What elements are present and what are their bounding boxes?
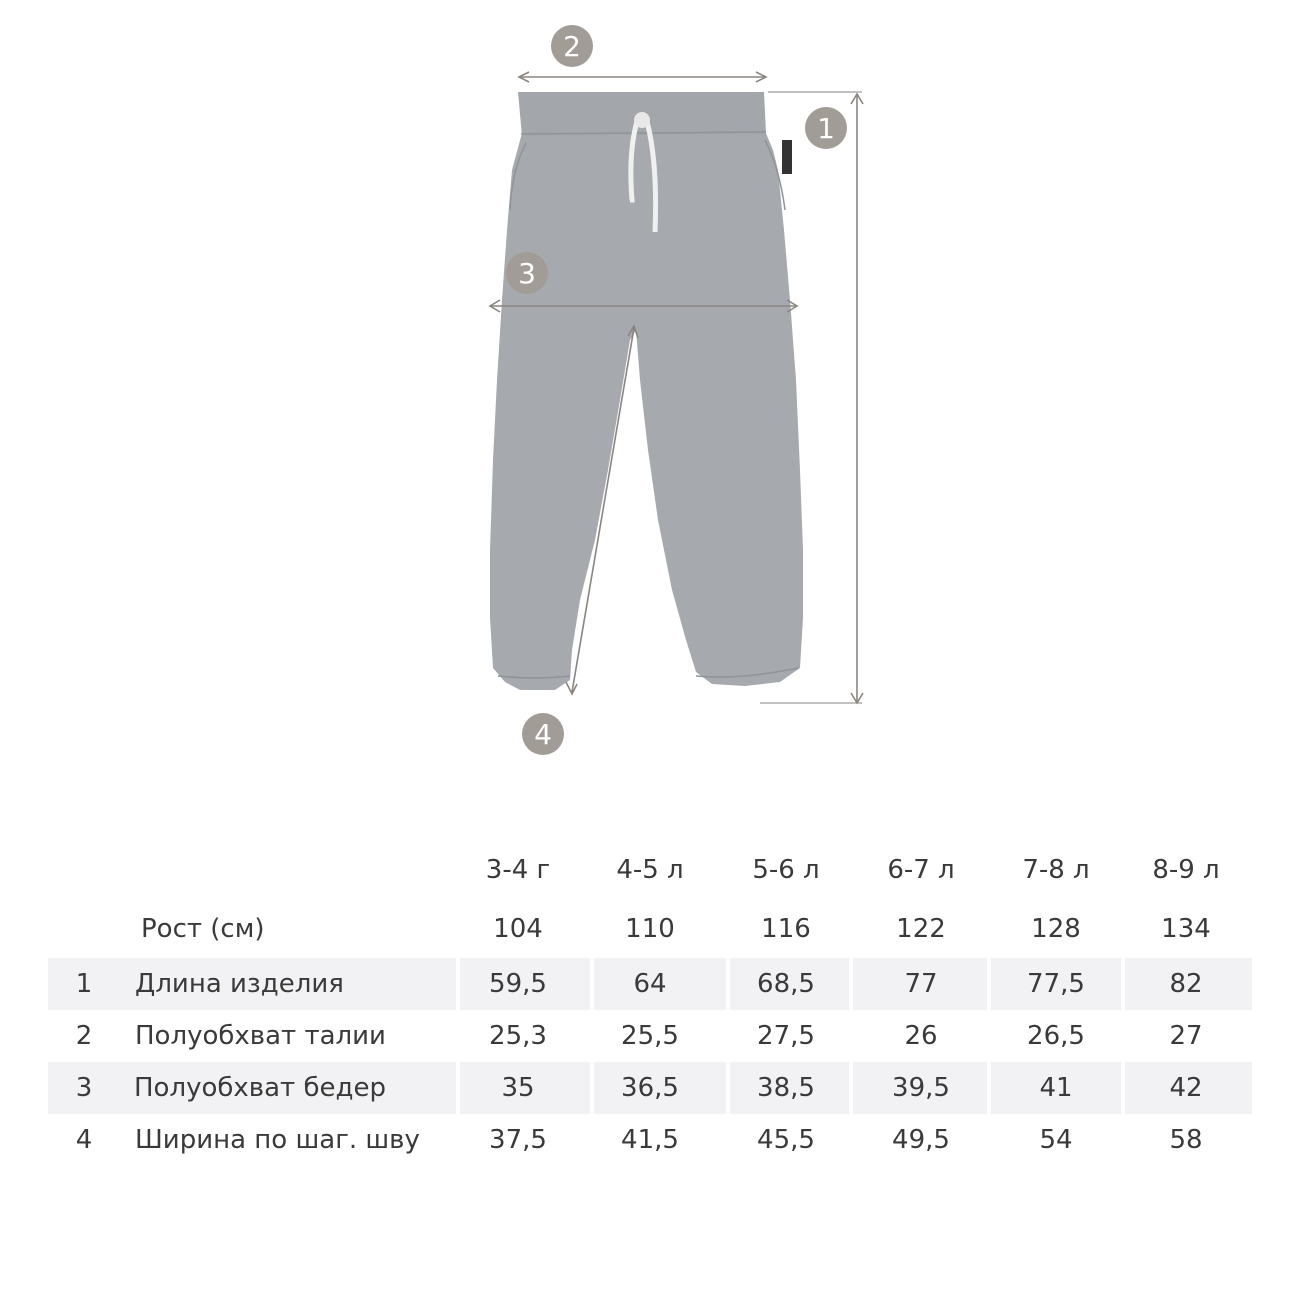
row-label: Ширина по шаг. шву <box>135 1125 420 1155</box>
table-row <box>48 1062 1252 1114</box>
row-number: 1 <box>75 969 93 999</box>
row-number: 4 <box>75 1125 93 1155</box>
table-cell: 58 <box>1169 1125 1203 1155</box>
table-cell: 122 <box>896 914 946 944</box>
table-cell: 104 <box>493 914 543 944</box>
table-cell: 27 <box>1169 1021 1203 1051</box>
size-col-header: 6-7 л <box>887 855 955 885</box>
table-cell: 41 <box>1039 1073 1073 1103</box>
marker-1 <box>805 107 847 149</box>
table-cell: 54 <box>1039 1125 1073 1155</box>
table-cell: 68,5 <box>757 969 815 999</box>
row-label: Полуобхват бедер <box>134 1073 386 1103</box>
row-label: Рост (см) <box>141 914 265 944</box>
table-cell: 49,5 <box>892 1125 950 1155</box>
table-cell: 45,5 <box>757 1125 815 1155</box>
row-number: 3 <box>75 1073 93 1103</box>
size-col-header: 3-4 г <box>485 855 551 885</box>
marker-number: 2 <box>563 30 581 63</box>
table-cell: 116 <box>761 914 811 944</box>
size-col-header: 8-9 л <box>1152 855 1220 885</box>
row-label: Полуобхват талии <box>135 1021 386 1051</box>
size-header-row <box>48 840 1252 900</box>
drawstring-knot <box>634 112 650 128</box>
marker-number: 1 <box>817 112 835 145</box>
marker-4 <box>522 713 564 755</box>
table-cell: 25,3 <box>489 1021 547 1051</box>
table-cell: 26,5 <box>1027 1021 1085 1051</box>
table-row <box>48 1114 1252 1166</box>
table-cell: 128 <box>1031 914 1081 944</box>
table-cell: 42 <box>1169 1073 1203 1103</box>
size-col-header: 5-6 л <box>752 855 820 885</box>
table-cell: 37,5 <box>489 1125 547 1155</box>
pants-illustration <box>490 92 803 690</box>
row-label: Длина изделия <box>135 969 344 999</box>
size-table <box>48 840 1252 1166</box>
marker-number: 4 <box>534 718 552 751</box>
size-col-header: 4-5 л <box>616 855 684 885</box>
table-cell: 110 <box>625 914 675 944</box>
table-cell: 26 <box>904 1021 938 1051</box>
table-cell: 82 <box>1169 969 1203 999</box>
size-col-header: 7-8 л <box>1022 855 1090 885</box>
pants-body <box>490 131 803 690</box>
table-cell: 41,5 <box>621 1125 679 1155</box>
row-number: 2 <box>75 1021 93 1051</box>
brand-tag <box>782 140 792 174</box>
table-cell: 134 <box>1161 914 1211 944</box>
marker-number: 3 <box>518 257 536 290</box>
table-cell: 77 <box>904 969 938 999</box>
table-cell: 77,5 <box>1027 969 1085 999</box>
table-cell: 64 <box>633 969 667 999</box>
table-cell: 38,5 <box>757 1073 815 1103</box>
inseam-arrow-bottom <box>566 682 577 694</box>
table-row <box>48 958 1252 1010</box>
table-cell: 35 <box>501 1073 535 1103</box>
table-cell: 36,5 <box>621 1073 679 1103</box>
height-row <box>48 900 1252 958</box>
marker-2 <box>551 25 593 67</box>
table-cell: 25,5 <box>621 1021 679 1051</box>
marker-3 <box>506 252 548 294</box>
table-cell: 39,5 <box>892 1073 950 1103</box>
table-row <box>48 1010 1252 1062</box>
table-cell: 27,5 <box>757 1021 815 1051</box>
table-cell: 59,5 <box>489 969 547 999</box>
